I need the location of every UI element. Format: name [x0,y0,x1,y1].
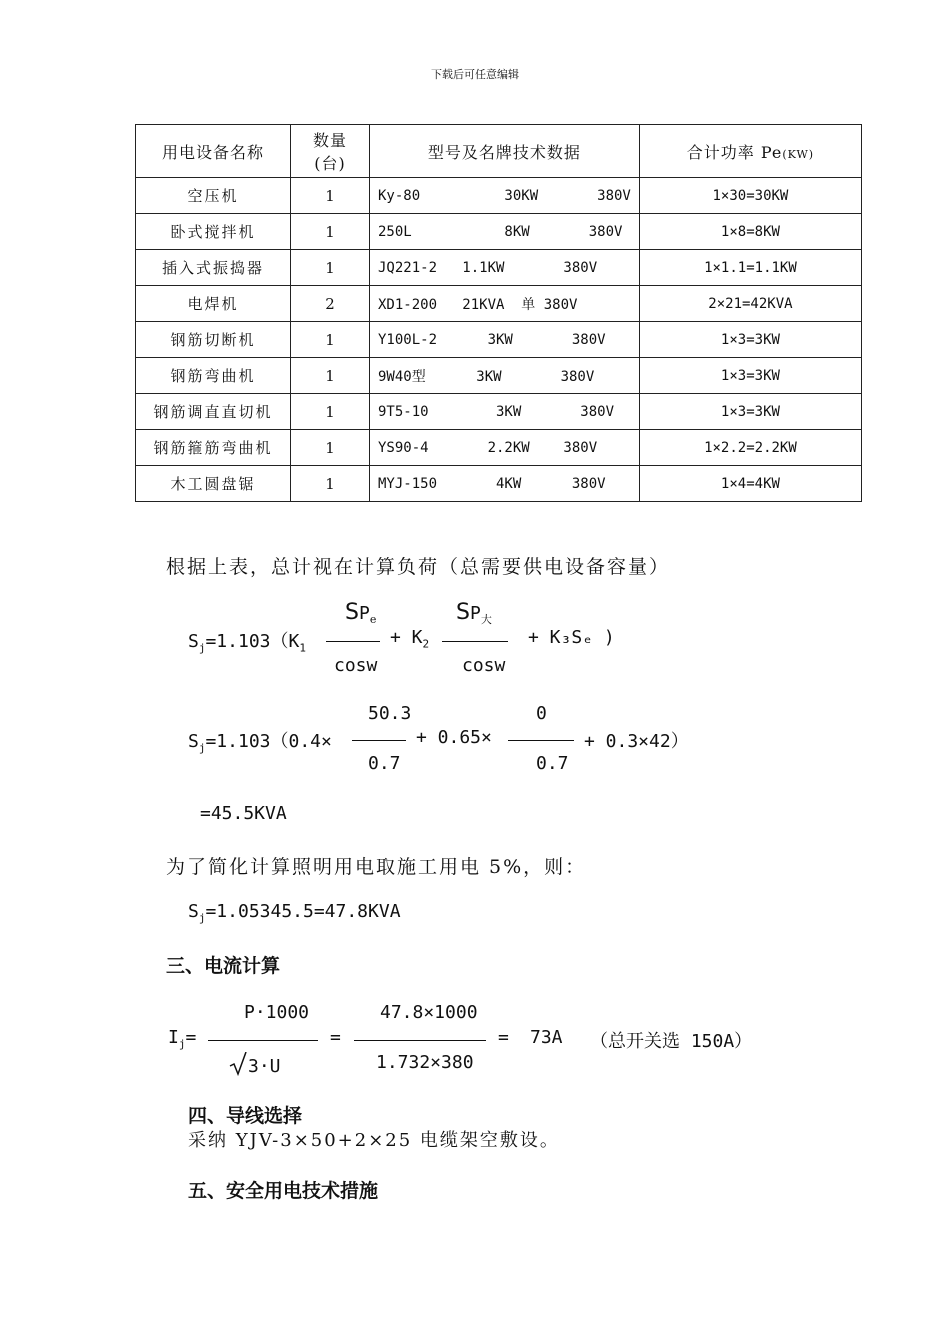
formula4-eq: = [185,1027,197,1048]
cell-power: 1×3=3KW [639,358,861,394]
formula3-s-sub: j [198,911,206,925]
formula4-den1-text: 3·U [248,1056,281,1077]
formula1-sigma1: S [345,600,359,625]
cell-model: JQ221-2 1.1KW 380V [370,250,640,286]
power-header-unit: (KW) [782,147,815,161]
formula4-den1 [228,1052,281,1077]
cell-power: 1×30=30KW [639,178,861,214]
cell-qty: 2 [291,286,370,322]
cell-model: YS90-4 2.2KW 380V [370,430,640,466]
formula2-den2: 0.7 [536,753,569,774]
qty-header-line1: 数量 [312,131,347,150]
cell-name: 空压机 [136,178,291,214]
formula1-tail: + K₃Sₑ ) [528,627,615,648]
formula1-p1-sub: e [369,613,377,627]
cell-power: 1×3=3KW [639,394,861,430]
column-header-model: 型号及名牌技术数据 [370,125,640,178]
table-header-row [136,125,862,178]
cell-qty: 1 [291,322,370,358]
cell-name: 插入式振捣器 [136,250,291,286]
formula1-sigma2: S [456,600,470,625]
formula2-s-sub: j [198,741,206,755]
cell-model: 9T5-10 3KW 380V [370,394,640,430]
cell-name: 钢筋调直直切机 [136,394,291,430]
column-header-name: 用电设备名称 [136,125,291,178]
cell-model: XD1-200 21KVA 单 380V [370,286,640,322]
paragraph-lighting: 为了简化计算照明用电取施工用电 5%，则： [166,856,587,878]
cell-model: Ky-80 30KW 380V [370,178,640,214]
cell-power: 1×1.1=1.1KW [639,250,861,286]
formula1-s: S [188,631,199,652]
formula1-num1 [345,600,376,626]
cell-qty: 1 [291,178,370,214]
formula2-num2: 0 [536,703,547,724]
section-heading-wire: 四、导线选择 [188,1105,303,1127]
column-header-qty [291,125,370,178]
table-row [136,358,862,394]
cell-power: 1×4=4KW [639,466,861,502]
formula4-eq2: = [330,1027,341,1048]
cell-name: 电焊机 [136,286,291,322]
power-header-label: 合计功率 Pe [686,142,783,162]
formula1-plus-k2 [390,627,429,651]
cell-power: 1×2.2=2.2KW [639,430,861,466]
formula4-fraction-bar1 [208,1040,318,1041]
formula2-s: S [188,731,199,752]
cell-power: 1×3=3KW [639,322,861,358]
section-heading-safety: 五、安全用电技术措施 [188,1180,379,1202]
equipment-table [135,124,862,502]
cell-name: 木工圆盘锯 [136,466,291,502]
formula1-k2: + K [390,627,423,648]
cell-name: 钢筋切断机 [136,322,291,358]
table-row [136,214,862,250]
formula1-fraction-bar1 [326,641,380,642]
formula1-p1: P [358,603,370,624]
formula4-fraction-bar2 [354,1040,486,1041]
formula4-result: 73A [530,1027,563,1048]
cell-name: 钢筋箍筋弯曲机 [136,430,291,466]
table-row [136,394,862,430]
formula4-num2: 47.8×1000 [380,1002,478,1023]
formula4-eq3: = [498,1027,509,1048]
cell-model: 250L 8KW 380V [370,214,640,250]
formula1-p2-sub: 大 [480,613,492,627]
cell-qty: 1 [291,214,370,250]
formula2-fraction-bar1 [352,740,406,741]
table-row [136,322,862,358]
formula4-i: I [168,1027,179,1048]
formula2-result: =45.5KVA [200,803,287,824]
formula3 [188,901,401,925]
cell-qty: 1 [291,250,370,286]
table-row [136,466,862,502]
cell-qty: 1 [291,466,370,502]
formula1-den1: cosw [334,655,378,676]
cell-power: 2×21=42KVA [639,286,861,322]
formula1-lhs [188,627,306,655]
formula1-den2: cosw [462,655,506,676]
column-header-power [639,125,861,178]
cell-qty: 1 [291,358,370,394]
formula2-fraction-bar2 [508,740,574,741]
section-heading-current: 三、电流计算 [166,955,281,977]
formula4-lhs [168,1027,196,1051]
table-row [136,178,862,214]
cell-model: 9W40型 3KW 380V [370,358,640,394]
cell-name: 卧式搅拌机 [136,214,291,250]
formula1-num2 [456,600,492,627]
formula2-mid: + 0.65× [416,727,492,748]
table-body [136,178,862,502]
sqrt-icon [228,1052,248,1076]
cell-qty: 1 [291,430,370,466]
formula1-k2-sub: 2 [422,637,430,651]
page-header: 下载后可任意编辑 [431,68,519,81]
paragraph-cable: 采纳 YJV-3×50+2×25 电缆架空敷设。 [188,1130,560,1151]
formula2-num1: 50.3 [368,703,412,724]
table-row [136,250,862,286]
formula4-num1: P·1000 [244,1002,310,1023]
formula1-coef: =1.103（K [205,631,300,652]
formula3-s: S [188,901,199,922]
cell-model: MYJ-150 4KW 380V [370,466,640,502]
formula1-s-sub: j [198,641,206,655]
cell-qty: 1 [291,394,370,430]
cell-name: 钢筋弯曲机 [136,358,291,394]
formula2-lhs [188,727,332,755]
formula1-fraction-bar2 [442,641,508,642]
cell-model: Y100L-2 3KW 380V [370,322,640,358]
formula3-rhs: =1.05345.5=47.8KVA [205,901,401,922]
paragraph-load-intro: 根据上表，总计视在计算负荷（总需要供电设备容量） [166,556,671,578]
cell-power: 1×8=8KW [639,214,861,250]
formula4-den2: 1.732×380 [376,1052,474,1073]
table-row [136,430,862,466]
formula1-k1-sub: 1 [299,641,306,655]
formula2-den1: 0.7 [368,753,401,774]
formula2-tail: + 0.3×42） [584,731,689,752]
formula1-p2: P [469,603,481,624]
qty-header-line2: (台) [314,154,346,173]
formula2-left: =1.103（0.4× [205,731,332,752]
formula4-note: （总开关选 150A） [590,1031,753,1052]
formula4-i-sub: j [178,1037,186,1051]
table-row [136,286,862,322]
